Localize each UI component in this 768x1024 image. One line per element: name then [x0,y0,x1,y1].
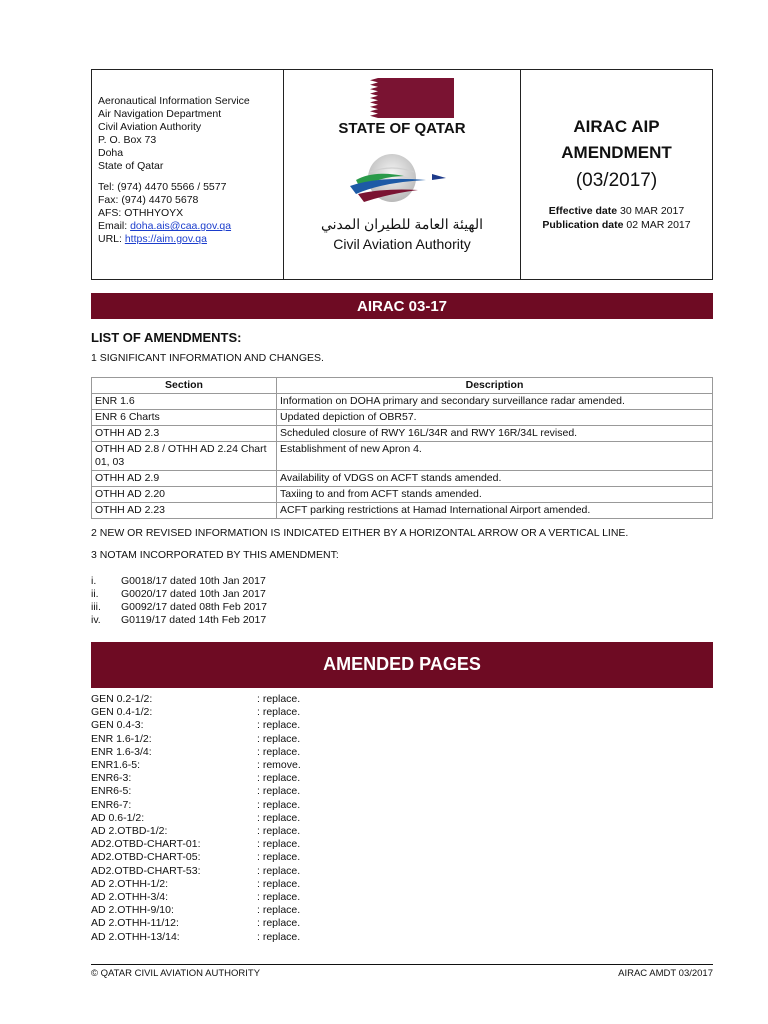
page-ref: AD2.OTBD-CHART-53: [91,864,201,877]
address-line: Air Navigation Department [98,108,222,120]
page-action: : replace. [257,838,301,851]
footer-divider [91,964,713,965]
list-item [91,865,301,878]
page-action: : replace. [257,798,301,811]
amendment-column [521,70,712,279]
effective-date: 30 MAR 2017 [619,205,685,217]
notam-text: G0020/17 dated 10th Jan 2017 [121,588,266,600]
amendment-title-line1: AIRAC AIP [573,117,660,136]
list-item [91,772,301,785]
table-row [92,471,713,487]
amendments-table [91,377,713,519]
table-row [92,426,713,442]
authority-name: Civil Aviation Authority [333,236,471,252]
item-3-heading: 3 NOTAM INCORPORATED BY THIS AMENDMENT: [91,549,339,561]
notam-number: iv. [91,614,101,626]
effective-date-label: Effective date [548,205,618,217]
description-cell: Availability of VDGS on ACFT stands amended. [277,471,713,487]
page-ref: ENR 1.6-1/2: [91,732,152,745]
page-ref: AD 2.OTHH-1/2: [91,877,169,890]
notam-text: G0092/17 dated 08th Feb 2017 [121,601,267,613]
list-item [91,891,301,904]
telephone: Tel: (974) 4470 5566 / 5577 [98,181,227,193]
email-label: Email: [98,220,131,232]
description-cell: Information on DOHA primary and secondary surveillance radar amended. [277,394,713,410]
table-header-row [92,378,713,394]
list-item [91,575,267,588]
url-row [98,233,283,246]
page-ref: AD 0.6-1/2: [91,811,145,824]
caa-logo-icon [334,150,464,212]
page-ref: AD 2.OTHH-11/12: [91,917,179,930]
list-item [91,746,301,759]
effective-date-row [521,204,712,218]
list-item [91,812,301,825]
section-cell: OTHH AD 2.9 [92,471,277,487]
page-action: : replace. [257,864,301,877]
page-action: : replace. [257,785,301,798]
list-item [91,601,267,614]
page-action: : replace. [257,904,301,917]
page-action: : replace. [257,811,301,824]
page-action: : replace. [257,917,301,930]
list-item [91,706,301,719]
page-action: : replace. [257,772,301,785]
notam-list [91,575,267,627]
page-action: : replace. [257,825,301,838]
list-item [91,931,301,944]
amendment-number: (03/2017) [575,170,658,191]
description-cell: Taxiing to and from ACFT stands amended. [277,487,713,503]
page-action: : replace. [257,706,301,719]
contact-block [98,181,283,246]
page-ref: GEN 0.4-1/2: [91,706,153,719]
email-link[interactable]: doha.ais@caa.gov.qa [130,220,232,232]
amendment-title-line2: AMENDMENT [561,143,672,162]
email-row [98,220,283,233]
page-action: : replace. [257,745,301,758]
footer-copyright: © QATAR CIVIL AVIATION AUTHORITY [91,968,261,979]
document-header [91,69,713,280]
list-item [91,759,301,772]
publication-date-label: Publication date [542,219,624,231]
description-cell: Updated depiction of OBR57. [277,410,713,426]
section-cell: OTHH AD 2.3 [92,426,277,442]
page-ref: ENR6-5: [91,785,132,798]
notam-text: G0119/17 dated 14th Feb 2017 [121,614,267,626]
column-header-description: Description [277,378,713,394]
publication-date: 02 MAR 2017 [626,219,691,231]
qatar-flag-icon [350,78,454,118]
page-ref: GEN 0.2-1/2: [91,693,153,705]
list-item [91,825,301,838]
page-action: : remove. [257,759,301,772]
description-cell: Scheduled closure of RWY 16L/34R and RWY 16R/34L revised. [277,426,713,442]
fax: Fax: (974) 4470 5678 [98,194,199,206]
table-row [92,410,713,426]
address-line: State of Qatar [98,160,164,172]
page-ref: ENR1.6-5: [91,759,141,772]
page-action: : replace. [257,732,301,745]
description-cell: ACFT parking restrictions at Hamad International Airport amended. [277,503,713,519]
page-action: : replace. [257,851,301,864]
address-line: P. O. Box 73 [98,134,157,146]
table-row [92,442,713,471]
state-title: STATE OF QATAR [338,120,466,137]
notam-text: G0018/17 dated 10th Jan 2017 [121,575,266,587]
notam-number: iii. [91,601,101,613]
address-line: Doha [98,147,124,159]
dates-block [521,204,712,232]
afs-address: AFS: OTHHYOYX [98,207,184,219]
amended-pages-banner: AMENDED PAGES [91,642,713,688]
table-row [92,487,713,503]
contact-column [92,70,284,279]
table-row [92,503,713,519]
list-item [91,733,301,746]
list-item [91,614,267,627]
section-cell: ENR 1.6 [92,394,277,410]
list-item [91,851,301,864]
authority-column [284,70,521,279]
table-row [92,394,713,410]
list-item [91,719,301,732]
list-item [91,588,267,601]
list-item [91,838,301,851]
publication-date-row [521,218,712,232]
section-cell: OTHH AD 2.8 / OTHH AD 2.24 Chart 01, 03 [92,442,277,471]
page-ref: ENR6-3: [91,772,132,785]
page-ref: AD 2.OTHH-9/10: [91,904,174,917]
page-action: : replace. [257,693,301,705]
page-ref: GEN 0.4-3: [91,719,144,732]
notam-number: ii. [91,588,99,600]
item-1-heading: 1 SIGNIFICANT INFORMATION AND CHANGES. [91,352,324,364]
section-cell: OTHH AD 2.20 [92,487,277,503]
list-item [91,799,301,812]
list-of-amendments-heading: LIST OF AMENDMENTS: [91,330,242,345]
page-action: : replace. [257,891,301,904]
page-ref: AD 2.OTHH-13/14: [91,930,180,943]
column-header-section: Section [92,378,277,394]
page-ref: ENR 1.6-3/4: [91,745,152,758]
page-ref: ENR6-7: [91,798,132,811]
item-2-text: 2 NEW OR REVISED INFORMATION IS INDICATED EITHER BY A HORIZONTAL ARROW OR A VERTICAL LINE. [91,527,629,539]
address-line: Aeronautical Information Service [98,95,250,107]
section-cell: OTHH AD 2.23 [92,503,277,519]
list-item [91,917,301,930]
notam-number: i. [91,575,97,587]
page-ref: AD 2.OTHH-3/4: [91,891,169,904]
section-cell: ENR 6 Charts [92,410,277,426]
list-item [91,785,301,798]
footer-amendment-ref: AIRAC AMDT 03/2017 [618,968,713,979]
address-line: Civil Aviation Authority [98,121,202,133]
page-action: : replace. [257,719,301,732]
description-cell: Establishment of new Apron 4. [277,442,713,471]
list-item [91,904,301,917]
list-item [91,878,301,891]
url-label: URL: [98,233,125,245]
page-action: : replace. [257,877,301,890]
page-action: : replace. [257,930,301,943]
list-item [91,693,301,706]
address-block [98,95,283,173]
airac-banner: AIRAC 03-17 [91,293,713,319]
page-ref: AD 2.OTBD-1/2: [91,825,168,838]
page-ref: AD2.OTBD-CHART-01: [91,838,201,851]
arabic-authority-name: الهيئة العامة للطيران المدني [320,216,484,232]
amended-pages-list [91,693,301,944]
url-link[interactable]: https://aim.gov.qa [124,233,207,245]
page-ref: AD2.OTBD-CHART-05: [91,851,201,864]
